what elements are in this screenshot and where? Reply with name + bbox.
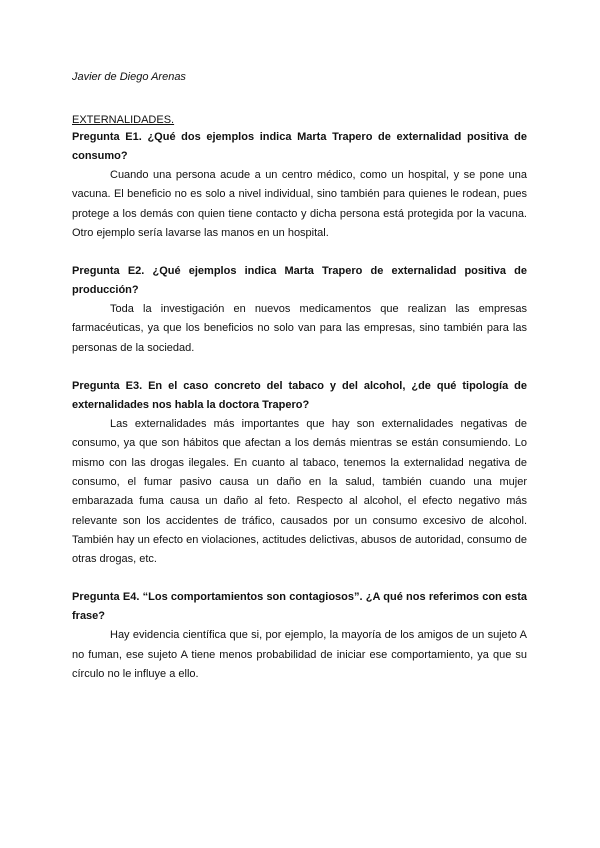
question-block (72, 262, 527, 358)
question-block (72, 377, 527, 569)
question-title: Pregunta E3. En el caso concreto del tabaco y del alcohol, ¿de qué tipología de externalidades nos habla la doctora Trapero? (72, 380, 527, 412)
question-answer: Cuando una persona acude a un centro médico, como un hospital, y se pone una vacuna. El beneficio no es solo a nivel individual, sino también para quienes le rodean, pues protege a los demás con quien tiene contacto y dicha persona está protegida por la vacuna. Otro ejemplo sería lavarse las manos en un hospital. (72, 169, 527, 239)
question-title: Pregunta E2. ¿Qué ejemplos indica Marta Trapero de externalidad positiva de producción? (72, 265, 527, 297)
question-block (72, 588, 527, 684)
question-answer: Toda la investigación en nuevos medicamentos que realizan las empresas farmacéuticas, ya que los beneficios no solo van para las empresas, sino también para las personas de la sociedad. (72, 303, 527, 354)
question-title: Pregunta E4. “Los comportamientos son contagiosos”. ¿A qué nos referimos con esta frase? (72, 591, 527, 623)
section-title: EXTERNALIDADES. (72, 114, 175, 126)
document-page (72, 69, 527, 703)
question-answer: Hay evidencia científica que si, por ejemplo, la mayoría de los amigos de un sujeto A no fuman, ese sujeto A tiene menos probabilidad de iniciar ese comportamiento, ya que su círculo no le influye a ello. (72, 629, 527, 681)
question-title: Pregunta E1. ¿Qué dos ejemplos indica Marta Trapero de externalidad positiva de consumo? (72, 131, 527, 162)
author-name: Javier de Diego Arenas (72, 71, 186, 83)
question-block (72, 128, 527, 243)
question-answer: Las externalidades más importantes que hay son externalidades negativas de consumo, ya que son hábitos que afectan a los demás mientras se están consumiendo. Lo mismo con las drogas ilegales. En cuanto al tabaco, tenemos la externalidad negativa de consumo, el fumar pasivo causa un daño en la salud, también cuando una mujer embarazada fuma causa un daño al feto. Respecto al alcohol, el efecto negativo más relevante son los accidentes de tráfico, causados por un consumo excesivo de alcohol. También hay un efecto en violaciones, actitudes delictivas, abusos de autoridad, consumo de otras drogas, etc. (72, 418, 527, 566)
